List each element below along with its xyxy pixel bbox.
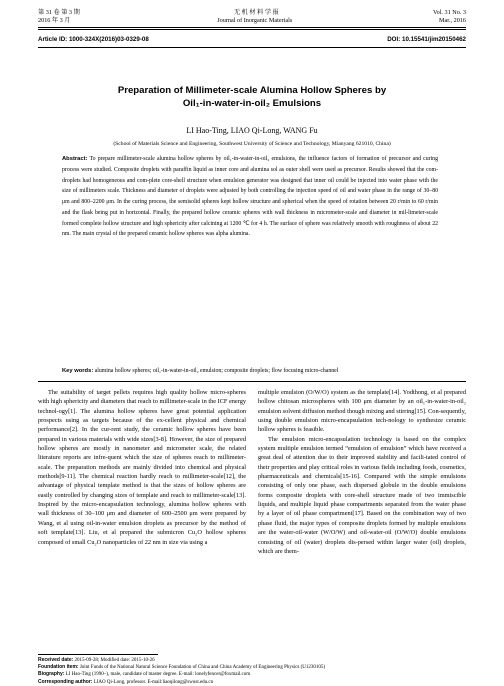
body-column-right (258, 388, 466, 556)
footnotes (38, 657, 466, 686)
foundation-label: Foundation item: (38, 664, 79, 671)
abstract (62, 154, 438, 240)
volume-issue-cn: 第 31 卷 第 3 期 (38, 9, 80, 16)
article-id: Article ID: 1000-324X(2016)03-0329-08 (38, 36, 149, 43)
footnote-rule (38, 654, 158, 655)
foundation-text: Joint Funds of the National Natural Science Foundation of China and China Academy of Engineering Physics (U1230105) (79, 665, 326, 671)
title-line-2: Oil₁-in-water-in-oil₂ Emulsions (182, 98, 322, 109)
abstract-label: Abstract: (62, 156, 88, 162)
keywords-text: alumina hollow spheres; oil₁-in-water-in-oil₂ emulsion; composite droplets; flow focusing micro-channel (94, 368, 339, 374)
corresponding-text: LIAO Qi-Long, professor. E-mail:liaoqilong@swust.edu.cn (93, 679, 214, 685)
journal-name-en: Journal of Inorganic Materials (217, 17, 293, 24)
corresponding-label: Corresponding author: (38, 678, 93, 685)
header-rule-thick (38, 27, 466, 28)
received-label: Received date: (38, 657, 74, 663)
paragraph: The suitability of target pellets requires high quality hollow micro-spheres with high sphericity and diameters that reach to millimeter-scale in the ICF energy technol-ogy[1]. The alumina hollow spheres have great potential application prospects using as targets because of the ex-cellent physical and chemical performance[2]. In the cur-rent study, the ceramic hollow spheres have been prepared in various materials with wide sizes[3-8]. However, the size of prepared hollow spheres are mostly in nanometer and micrometer scale, the related literature reports are infre-quent which the size of spheres reach to millimeter-scale. The preparation methods are mainly divided into chemical and physical methods[9-11]. The chemical reaction hardly reach to millimeter-scale[12], the advantage of physical template method is that the sizes of hollow spheres are easily controlled by changing sizes of template and reach to millimeter-scale[13]. Inspired by the micro-encapsulation technology, alumina hollow spheres with wall thickness of 30–100 μm and diameter of 600–2500 μm were prepared by Wang, et al using oil-in-water emulsion droplets as precursor by the method of soft template[13]. Liu, et al prepared the submicron Cu₂O hollow spheres composed of small Cu₂O nanoparticles of 22 nm in size via using a (38, 389, 246, 546)
id-rule (38, 47, 466, 48)
affiliation: (School of Materials Science and Engineering, Southwest University of Science and Technology, Mianyang 621010, China) (113, 141, 391, 147)
title-line-1: Preparation of Millimeter-scale Alumina Hollow Spheres by (117, 85, 387, 96)
paragraph: multiple emulsion (O/W/O) system as the template[14]. Yodthong, et al prepared hollow chitosan microspheres with 100 μm diameter by an oil₁-in-water-in-oil₂ emulsion solvent diffusion method though mixing and stirring[15]. Con-sequently, using double emulsion micro-encapsulation tech-nology to synthesize ceramic hollow spheres is feasible. (258, 389, 466, 434)
received-note (38, 657, 466, 664)
article-id-line (38, 36, 466, 43)
running-header (38, 9, 466, 25)
authors: LI Hao-Ting, LIAO Qi-Long, WANG Fu (186, 126, 318, 135)
biography-text: LI Hao-Ting (1990–), male, candidate of master degree. E-mail: lonelyfencer@foxmail.com (65, 672, 251, 678)
received-text: 2015-09-28; Modified date: 2015-10-26 (74, 658, 155, 663)
date-cn: 2016 年 3 月 (38, 17, 71, 24)
doi: DOI: 10.15541/jim20150462 (387, 36, 466, 43)
body-column-left (38, 388, 246, 547)
foundation-note (38, 664, 466, 671)
keywords-rule (38, 381, 466, 382)
journal-name-cn: 无 机 材 料 学 报 (233, 9, 279, 16)
keywords (62, 368, 438, 374)
abstract-text: To prepare millimeter-scale alumina hollow spheres by oil₁-in-water-in-oil₂ emulsions, the influence factors of formation of precursor and curing process were studied. Composite droplets with paraffin liquid as inner core and alumina sol as outer shell were used as precursor. Results showed that the com-droplets had homogeneous and com-plete core-shell structure when emulsion generator was designed that inner oil could be injected into water phase with the size of millimeters scale. Thickness and diameter of droplets were adjusted by both controlling the injection speed of oil and water phase in the range of 30–80 μm and 800–2200 μm. In the curing process, the semisolid spheres kept hollow structure and spherical when the speed of rotation between 20 r/min to 60 r/min and the flask being put in horizontal. Finally, the prepared hollow ceramic spheres with wall thickness in micrometer-scale and diameter in mil-limeter-scale formed complete hollow structure and high sphericity after calcining at 1200 ℃ for 4 h. The surface of sphere was relatively smooth with roughness of about 22 nm. The main crystal of the prepared ceramic hollow spheres was alpha alumina. (62, 156, 438, 238)
keywords-label: Key words: (62, 368, 94, 374)
paragraph: The emulsion micro-encapsulation technology is based on the complex system multiple emulsion termed “emulsion of emulsion” which have received a great deal of attention due to their improved stability and facili-tated control of their properties and play critical roles in various fields including foods, cosmetics, pharmaceuticals and chemicals[15-16]. Compared with the simple emulsions consisting of only one phase, each dispersed globule in the double emulsions forms composite droplets with core-shell structure made of two immiscible liquids, and multiple liquid phase compartments separated from the water phase by a layer of oil phase compartment[17]. Based on the combination way of two phase fluid, the major types of composite droplets formed by multiple emulsions are the water-oil-water (W/O/W) and oil-water-oil (O/W/O) double emulsions consisting of oil (water) droplets dis-persed within larger water (oil) droplets, which are them- (258, 435, 466, 555)
biography-label: Biography: (38, 671, 65, 678)
date-en: Mar., 2016 (439, 17, 466, 24)
volume-issue-en: Vol. 31 No. 3 (432, 9, 466, 16)
header-rule-thin (38, 29, 466, 30)
biography-note (38, 671, 466, 678)
paper-title (38, 84, 466, 110)
